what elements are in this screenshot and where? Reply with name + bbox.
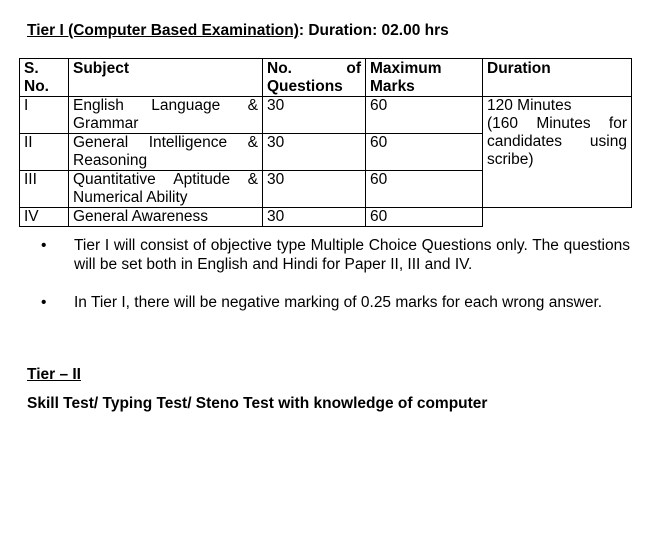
cell-subject-line2: Reasoning (73, 152, 148, 169)
bullet-icon: • (41, 237, 47, 254)
header-sno-line1: S. (24, 60, 39, 77)
cell-subject (69, 134, 263, 171)
table-header-row (20, 59, 632, 97)
cell-questions: 30 (263, 134, 366, 171)
header-subject: Subject (69, 59, 263, 97)
tier1-heading (27, 22, 449, 40)
cell-subject-line1 (73, 171, 258, 189)
cell-marks: 60 (366, 97, 483, 134)
cell-questions: 30 (263, 208, 366, 227)
cell-marks: 60 (366, 134, 483, 171)
subject-word: & (247, 134, 258, 151)
cell-duration-empty (483, 208, 632, 227)
exam-scheme-table (19, 58, 632, 227)
subject-word: Quantitative (73, 171, 156, 188)
subject-word: & (247, 97, 258, 114)
tier2-description: Skill Test/ Typing Test/ Steno Test with knowledge of computer (27, 395, 488, 412)
header-questions (263, 59, 366, 97)
cell-subject (69, 97, 263, 134)
header-questions-of: of (346, 60, 361, 77)
header-marks-line1: Maximum (370, 60, 442, 77)
notes-list (30, 236, 630, 331)
cell-sno: II (20, 134, 69, 171)
list-item (30, 293, 630, 312)
header-marks-line2: Marks (370, 78, 415, 95)
cell-questions: 30 (263, 97, 366, 134)
duration-line2: (160 Minutes for candidates using scribe) (487, 115, 627, 168)
list-item (30, 236, 630, 274)
cell-subject: General Awareness (69, 208, 263, 227)
cell-subject-line2: Numerical Ability (73, 189, 188, 206)
tier1-heading-duration: : Duration: 02.00 hrs (298, 22, 449, 39)
subject-word: Intelligence (148, 134, 228, 151)
table-row (20, 97, 632, 134)
tier1-heading-title: Tier I (Computer Based Examination) (27, 22, 299, 39)
subject-word: & (247, 171, 258, 188)
bullet-icon: • (41, 294, 47, 311)
subject-word: Aptitude (173, 171, 231, 188)
note-text: In Tier I, there will be negative marking of 0.25 marks for each wrong answer. (74, 294, 603, 311)
table-row (20, 208, 632, 227)
cell-duration (483, 97, 632, 208)
subject-word: Language (151, 97, 221, 114)
subject-word: General (73, 134, 129, 151)
tier2-heading: Tier – II (27, 366, 81, 383)
header-questions-line2: Questions (267, 78, 343, 95)
duration-line1: 120 Minutes (487, 97, 572, 114)
subject-word: English (73, 97, 124, 114)
cell-subject-line1 (73, 97, 258, 115)
header-questions-line1 (267, 60, 361, 78)
cell-subject-line1 (73, 134, 258, 152)
cell-questions: 30 (263, 171, 366, 208)
header-duration: Duration (483, 59, 632, 97)
cell-marks: 60 (366, 208, 483, 227)
header-marks (366, 59, 483, 97)
cell-sno: I (20, 97, 69, 134)
cell-sno: IV (20, 208, 69, 227)
header-sno (20, 59, 69, 97)
cell-sno: III (20, 171, 69, 208)
cell-subject-line2: Grammar (73, 115, 139, 132)
header-questions-no: No. (267, 60, 292, 77)
cell-marks: 60 (366, 171, 483, 208)
note-text: Tier I will consist of objective type Multiple Choice Questions only. The questions will be set both in English and Hindi for Paper II, III and IV. (74, 237, 630, 273)
cell-subject (69, 171, 263, 208)
header-sno-line2: No. (24, 78, 49, 95)
